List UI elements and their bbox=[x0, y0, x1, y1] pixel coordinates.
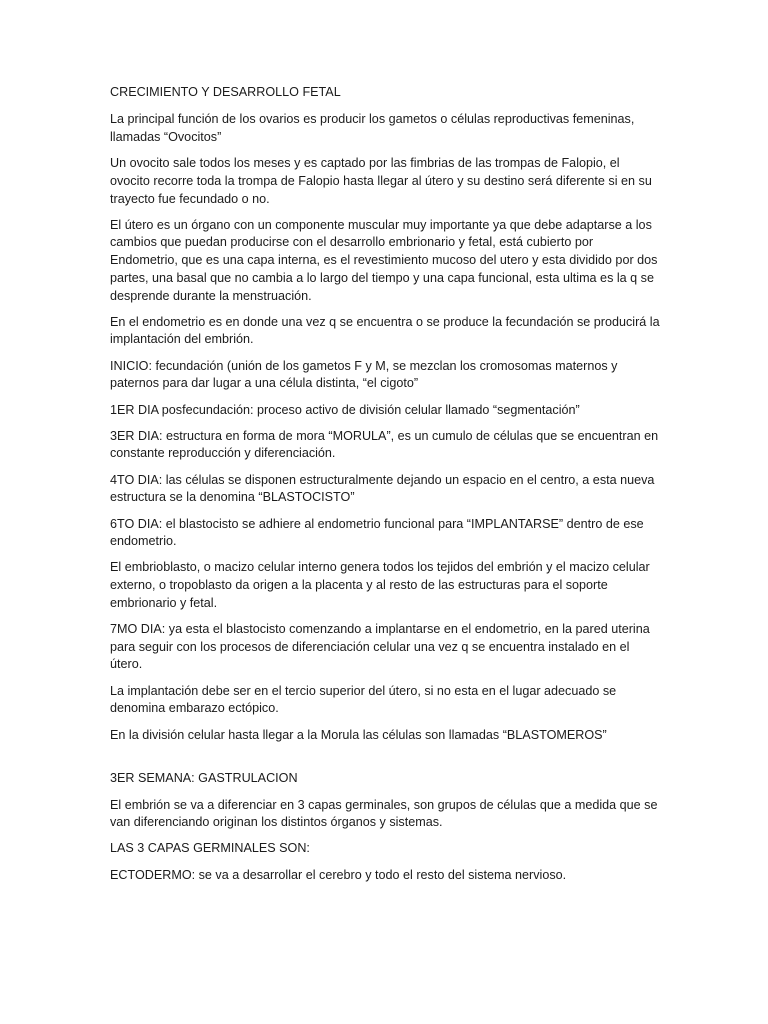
paragraph-embrioblasto: El embrioblasto, o macizo celular interno genera todos los tejidos del embrión y el macizo celular externo, o tropoblasto da origen a la placenta y al resto de las estructuras para el soporte embrionario y fetal. bbox=[110, 560, 650, 610]
paragraph-blastomeros: En la división celular hasta llegar a la Morula las células son llamadas “BLASTOMEROS” bbox=[110, 727, 607, 742]
paragraph-ovarios: La principal función de los ovarios es producir los gametos o células reproductivas femeninas, llamadas “Ovocitos” bbox=[110, 112, 635, 144]
section-heading-gastrulacion: 3ER SEMANA: GASTRULACION bbox=[110, 771, 298, 786]
paragraph-implantacion: La implantación debe ser en el tercio superior del útero, si no esta en el lugar adecuado se denomina embarazo ectópico. bbox=[110, 683, 617, 716]
paragraph-dia-7: 7MO DIA: ya esta el blastocisto comenzando a implantarse en el endometrio, en la pared uterina para seguir con los procesos de diferenciación celular una vez q se encuentra instalado en el útero. bbox=[110, 622, 650, 672]
paragraph-dia-3: 3ER DIA: estructura en forma de mora “MORULA”, es un cumulo de células que se encuentran en constante reproducción y diferenciación. bbox=[110, 428, 659, 461]
paragraph-capas-germinales: El embrión se va a diferenciar en 3 capas germinales, son grupos de células que a medida que se van diferenciando originan los distintos órganos y sistemas. bbox=[110, 797, 658, 830]
paragraph-ovocito: Un ovocito sale todos los meses y es captado por las fimbrias de las trompas de Falopio, el ovocito recorre toda la trompa de Falopio hasta llegar al útero y su destino será diferente si en su trayecto fue fecundado o no. bbox=[110, 156, 652, 206]
paragraph-inicio: INICIO: fecundación (unión de los gametos F y M, se mezclan los cromosomas maternos y paternos para dar lugar a una célula distinta, “el cigoto” bbox=[110, 358, 618, 391]
paragraph-endometrio: En el endometrio es en donde una vez q se encuentra o se produce la fecundación se producirá la implantación del embrión. bbox=[110, 314, 660, 347]
paragraph-dia-6: 6TO DIA: el blastocisto se adhiere al endometrio funcional para “IMPLANTARSE” dentro de ese endometrio. bbox=[110, 516, 644, 549]
paragraph-ectodermo: ECTODERMO: se va a desarrollar el cerebro y todo el resto del sistema nervioso. bbox=[110, 867, 567, 882]
paragraph-dia-1: 1ER DIA posfecundación: proceso activo de división celular llamado “segmentación” bbox=[110, 402, 580, 417]
paragraph-utero: El útero es un órgano con un componente muscular muy importante ya que debe adaptarse a los cambios que puedan producirse con el desarrollo embrionario y fetal, está cubierto por Endometrio, que es una capa interna, es el revestimiento mucoso del utero y esta dividido por dos partes, una basal que no cambia a lo largo del tiempo y una capa funcional, esta ultima es la q se desprende durante la menstruación. bbox=[110, 217, 658, 303]
paragraph-dia-4: 4TO DIA: las células se disponen estructuralmente dejando un espacio en el centro, a esta nueva estructura se la denomina “BLASTOCISTO” bbox=[110, 472, 655, 505]
paragraph-capas-heading: LAS 3 CAPAS GERMINALES SON: bbox=[110, 841, 310, 856]
document-title: CRECIMIENTO Y DESARROLLO FETAL bbox=[110, 85, 341, 99]
document-body bbox=[110, 84, 660, 893]
